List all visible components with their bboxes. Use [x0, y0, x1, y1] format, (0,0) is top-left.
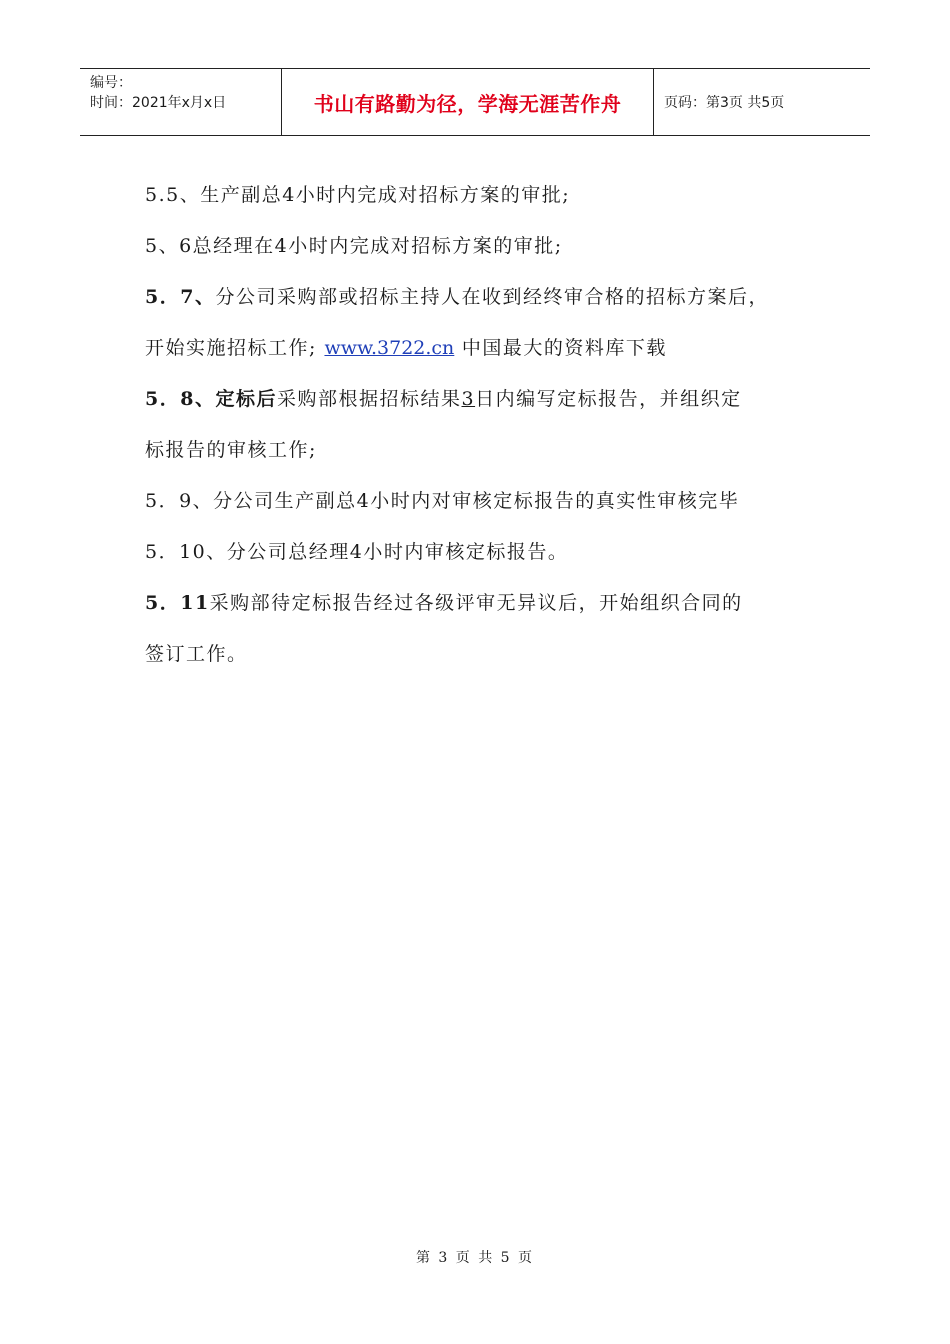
bold-phrase: 定标后 — [215, 388, 277, 410]
website-link[interactable]: www.3722.cn — [324, 337, 455, 359]
paragraph-5-11-line-1 — [145, 578, 825, 629]
paragraph-text: 中国最大的资料库下载 — [454, 337, 667, 359]
paragraph-5-7-line-1 — [145, 272, 825, 323]
paragraph-5-8-line-2: 标报告的审核工作; — [145, 439, 317, 461]
section-number: 5．11 — [145, 592, 210, 614]
page-header — [80, 68, 870, 136]
header-page-cell — [654, 69, 870, 135]
underlined-days: 3 — [461, 388, 476, 410]
paragraph-text: 开始实施招标工作; — [145, 337, 325, 359]
document-body — [145, 170, 825, 680]
header-motto-cell — [282, 69, 654, 135]
paragraph-5-5: 5.5、生产副总4小时内完成对招标方案的审批; — [145, 184, 571, 206]
document-date-label: 时间：2021年x月x日 — [90, 95, 227, 111]
paragraph-5-6: 5、6总经理在4小时内完成对招标方案的审批; — [145, 235, 563, 257]
header-info-cell — [80, 69, 282, 135]
section-number: 5．7、 — [145, 286, 216, 308]
paragraph-5-11-line-2: 签订工作。 — [145, 643, 248, 665]
paragraph-text: 采购部根据招标结果 — [276, 388, 462, 410]
header-page-info: 页码：第3页 共5页 — [664, 95, 785, 111]
paragraph-5-9: 5．9、分公司生产副总4小时内对审核定标报告的真实性审核完毕 — [145, 490, 740, 512]
paragraph-5-7-line-2 — [145, 323, 825, 374]
paragraph-5-8-line-1 — [145, 374, 825, 425]
section-number: 5．8、 — [145, 388, 216, 410]
document-number-label: 编号： — [90, 75, 132, 91]
paragraph-text: 采购部待定标报告经过各级评审无异议后，开始组织合同的 — [209, 592, 743, 614]
paragraph-5-10: 5．10、分公司总经理4小时内审核定标报告。 — [145, 541, 569, 563]
paragraph-text: 日内编写定标报告，并组织定 — [475, 388, 742, 410]
paragraph-text: 分公司采购部或招标主持人在收到经终审合格的招标方案后， — [215, 286, 769, 308]
header-motto: 书山有路勤为径，学海无涯苦作舟 — [313, 91, 622, 116]
page-footer: 第 3 页 共 5 页 — [415, 1250, 535, 1266]
